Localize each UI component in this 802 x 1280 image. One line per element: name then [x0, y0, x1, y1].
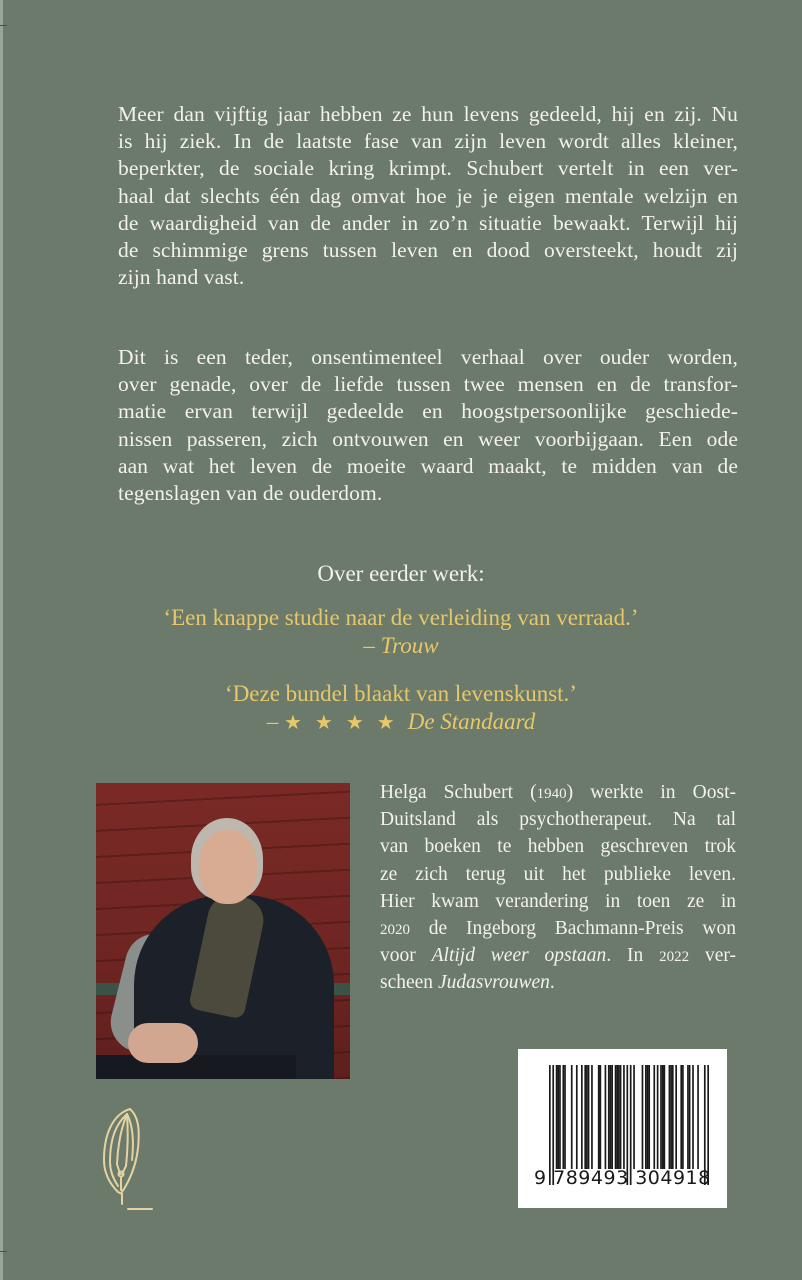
bio-line: van boeken te hebben geschreven trok	[380, 836, 736, 858]
text-line: over genade, over de liefde tussen twee mensen en de transfor-	[118, 372, 738, 397]
quote-text: ‘Een knappe studie naar de verleiding van verraad.’	[163, 605, 639, 630]
text-line: nissen passeren, zich ontvouwen en weer voorbijgaan. Een ode	[118, 426, 738, 451]
quill-pen-nib-icon	[100, 1108, 156, 1212]
star-rating-icons: ★ ★ ★ ★	[283, 712, 408, 734]
text-line: Meer dan vijftig jaar hebben ze hun levens gedeeld, hij en zij. Nu	[118, 102, 738, 126]
author-bio	[380, 779, 736, 997]
quote-text: ‘Deze bundel blaakt van levenskunst.’	[225, 681, 577, 706]
crop-mark-bottom	[0, 1251, 7, 1252]
bio-line: Duitsland als psychotherapeut. Na tal	[380, 809, 736, 831]
text-line: de waardigheid van de ander in zo’n situatie bewaakt. Terwijl hij	[118, 210, 738, 235]
review-quote-trouw	[0, 604, 802, 660]
bio-line: scheen Judasvrouwen.	[380, 972, 555, 994]
bio-line: 2020 de Ingeborg Bachmann-Preis won	[380, 917, 736, 939]
crop-mark-top	[0, 25, 7, 26]
review-quote-de-standaard	[0, 680, 802, 737]
text-line: beperkter, de sociale kring krimpt. Schubert vertelt in een ver-	[118, 156, 738, 181]
author-photo	[96, 783, 350, 1079]
text-line: de schimmige grens tussen leven en dood oversteekt, houdt zij	[118, 237, 738, 262]
text-line: Dit is een teder, onsentimenteel verhaal over ouder worden,	[118, 345, 738, 369]
text-line: matie ervan terwijl gedeelde en hoogstpersoonlijke geschiede-	[118, 399, 738, 424]
blurb-paragraph-2	[118, 344, 738, 507]
text-line: aan wat het leven de moeite waard maakt, te midden van de	[118, 453, 738, 478]
blurb-paragraph-1	[118, 101, 738, 291]
text-line: tegenslagen van de ouderdom.	[118, 480, 383, 505]
text-line: zijn hand vast.	[118, 265, 245, 290]
text-line: haal dat slechts één dag omvat hoe je je eigen mentale welzijn en	[118, 183, 738, 208]
bio-line: voor Altijd weer opstaan. In 2022 ver-	[380, 945, 736, 967]
text-line: is hij ziek. In de laatste fase van zijn leven wordt alles kleiner,	[118, 129, 738, 154]
isbn-barcode	[518, 1049, 727, 1208]
bio-line: Helga Schubert (1940) werkte in Oost-	[380, 782, 736, 803]
praise-heading: Over eerder werk:	[317, 561, 485, 586]
bio-line: ze zich terug uit het publieke leven.	[380, 863, 736, 885]
quote-source: – Trouw	[363, 633, 439, 658]
quote-source: – ★ ★ ★ ★ De Standaard	[266, 709, 536, 734]
bio-line: Hier kwam verandering in toen ze in	[380, 890, 736, 912]
isbn-number: 9 789493 304918	[534, 1167, 711, 1189]
